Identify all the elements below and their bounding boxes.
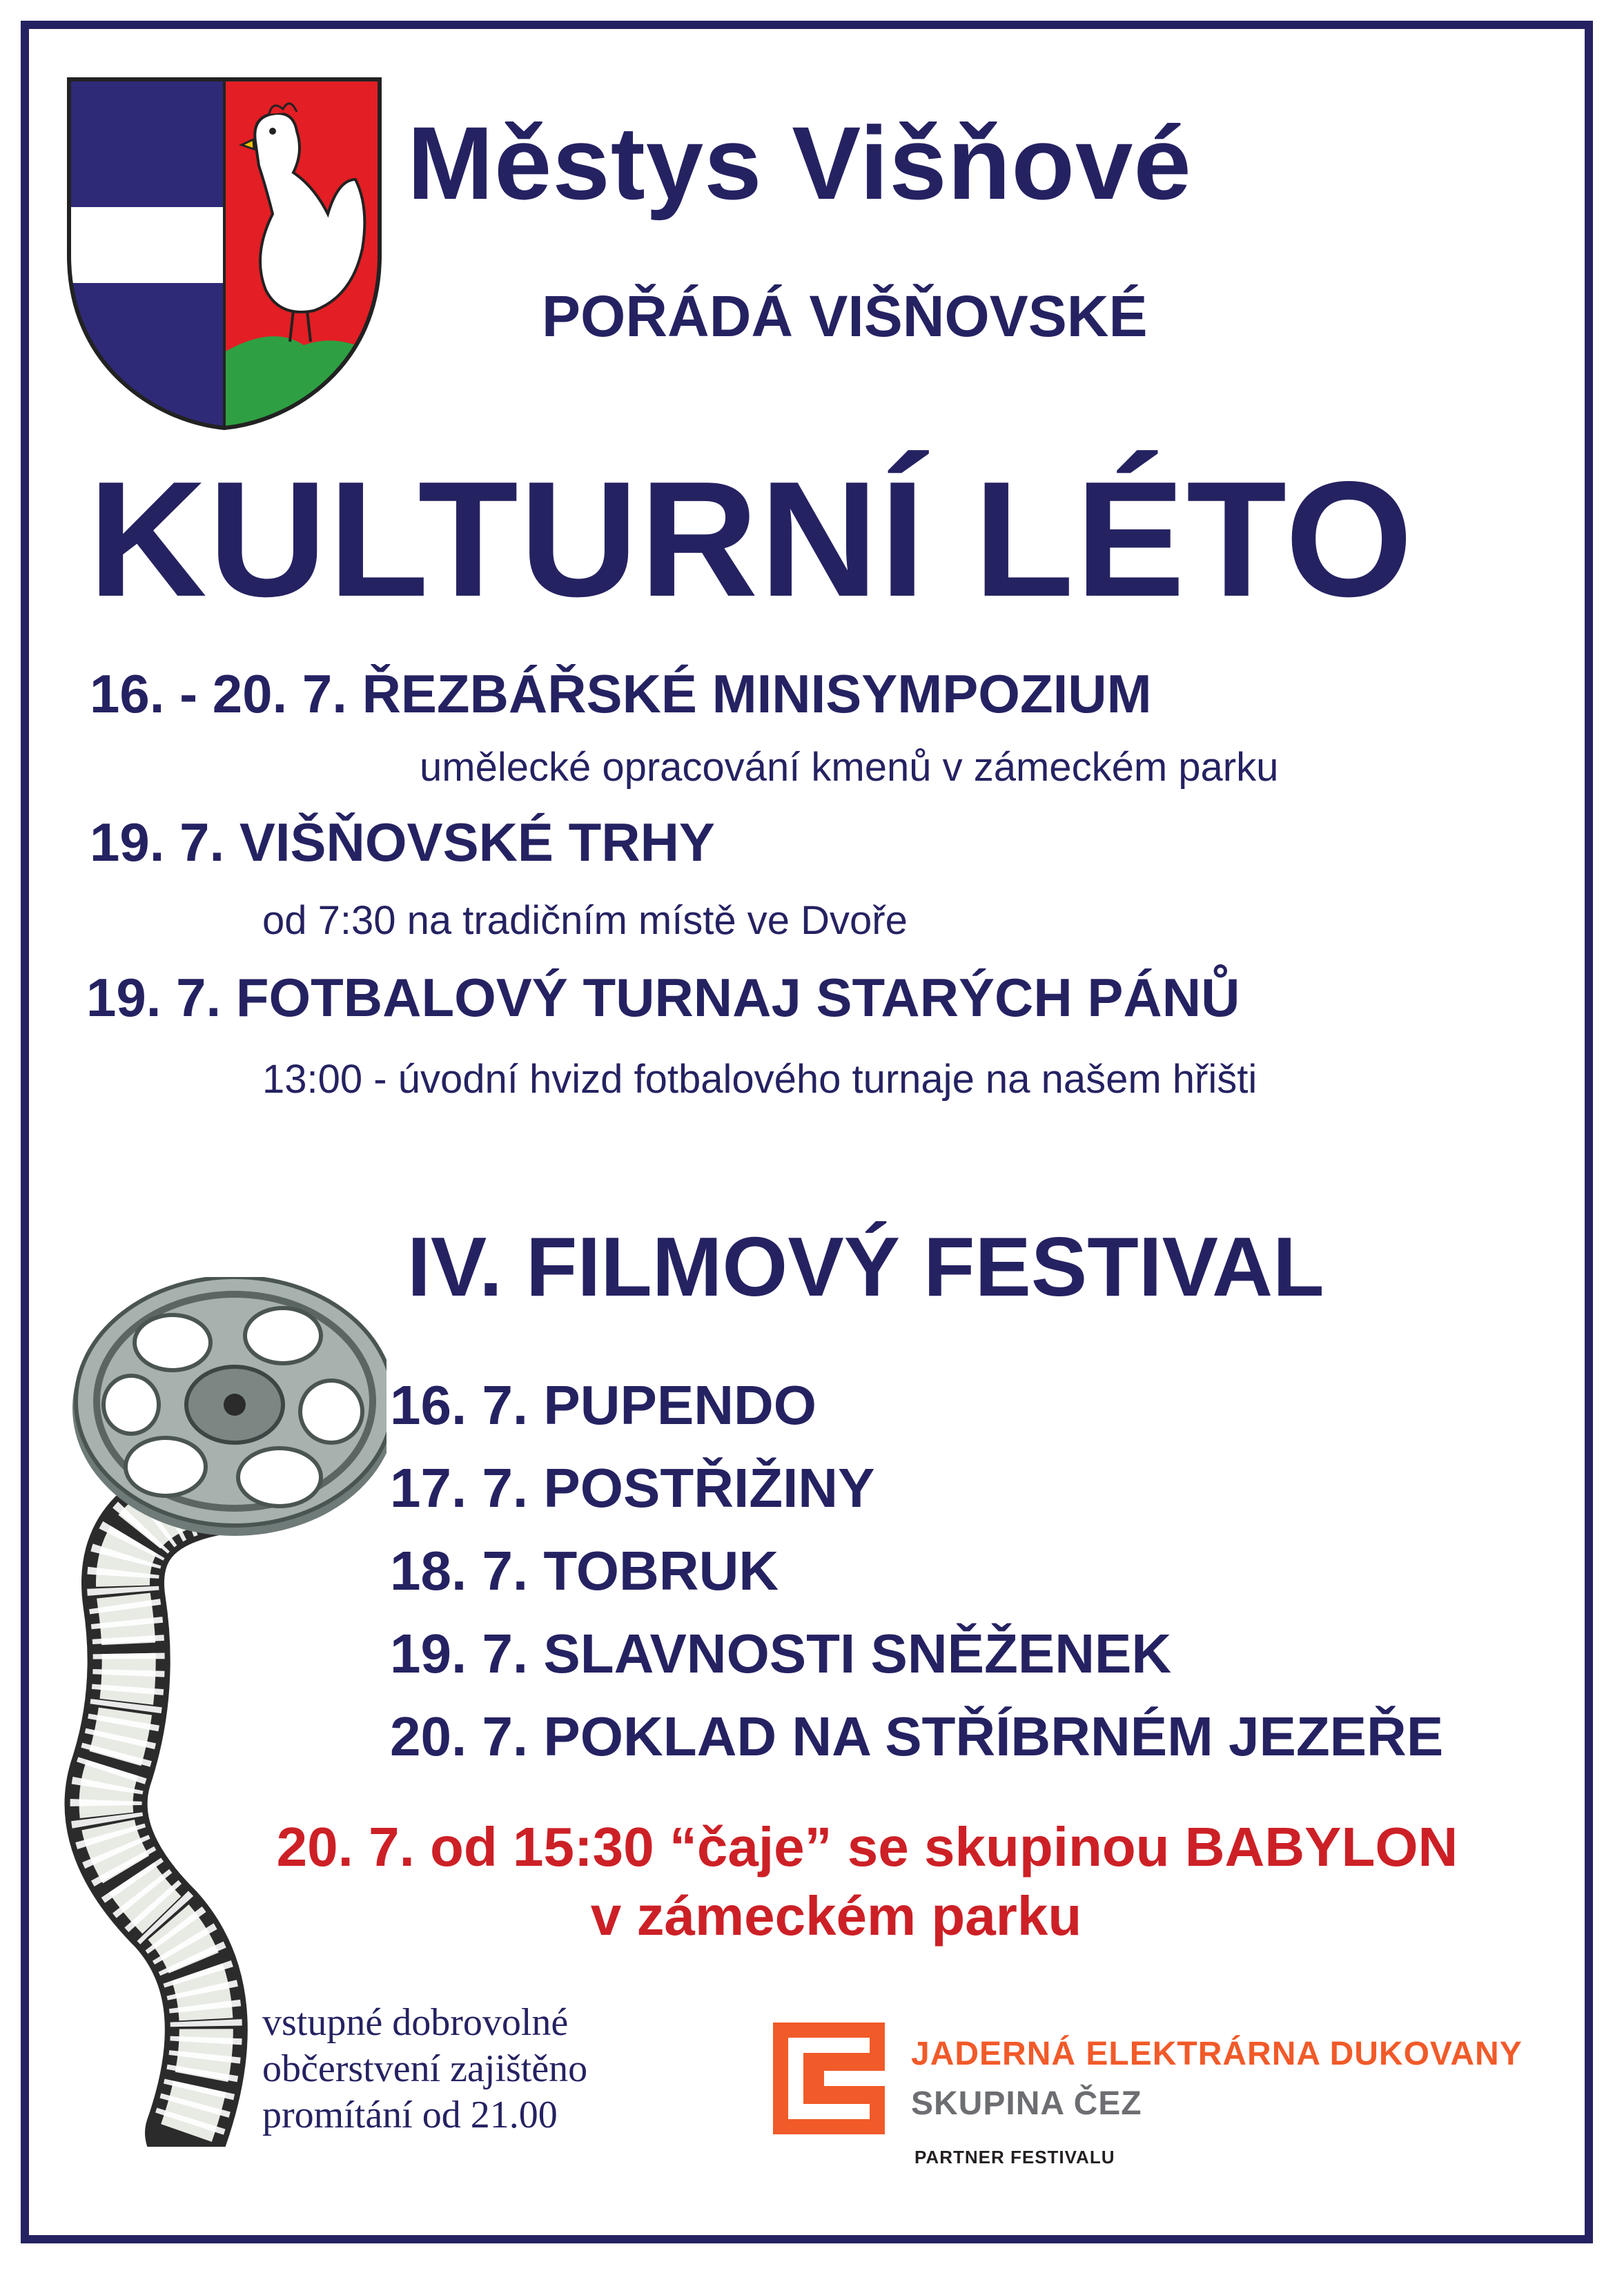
cez-logo-icon (773, 2023, 885, 2134)
event-title: 16. - 20. 7. ŘEZBÁŘSKÉ MINISYMPOZIUM (90, 663, 1152, 724)
film-item: 17. 7. POSTŘIŽINY (390, 1457, 875, 1519)
info-line: promítání od 21.00 (262, 2094, 558, 2136)
tea-dance-line: 20. 7. od 15:30 “čaje” se skupinou BABYLON (276, 1816, 1458, 1878)
info-line: vstupné dobrovolné (262, 2001, 569, 2044)
film-item: 16. 7. PUPENDO (390, 1374, 817, 1436)
page-title: Městys Višňové (407, 105, 1192, 221)
film-item: 20. 7. POKLAD NA STŘÍBRNÉM JEZEŘE (390, 1706, 1444, 1767)
info-line: občerstvení zajištěno (262, 2047, 588, 2090)
main-title: KULTURNÍ LÉTO (88, 448, 1415, 631)
film-item: 19. 7. SLAVNOSTI SNĚŽENEK (390, 1623, 1172, 1684)
sponsor-group: SKUPINA ČEZ (911, 2085, 1142, 2122)
sponsor-name: JADERNÁ ELEKTRÁRNA DUKOVANY (911, 2036, 1523, 2072)
event-description: od 7:30 na tradičním místě ve Dvoře (262, 898, 908, 943)
event-description: 13:00 - úvodní hvizd fotbalového turnaje na našem hřišti (262, 1057, 1258, 1102)
coat-of-arms-rooster-icon (66, 76, 383, 435)
festival-title: IV. FILMOVÝ FESTIVAL (407, 1220, 1324, 1314)
event-title: 19. 7. FOTBALOVÝ TURNAJ STARÝCH PÁNŮ (86, 967, 1240, 1028)
film-item: 18. 7. TOBRUK (390, 1540, 779, 1601)
tea-dance-location: v zámeckém parku (590, 1885, 1082, 1947)
subtitle: POŘÁDÁ VIŠŇOVSKÉ (542, 284, 1148, 349)
event-title: 19. 7. VIŠŇOVSKÉ TRHY (90, 812, 715, 873)
event-description: umělecké opracování kmenů v zámeckém parku (420, 745, 1279, 790)
partner-label: PARTNER FESTIVALU (914, 2147, 1115, 2167)
